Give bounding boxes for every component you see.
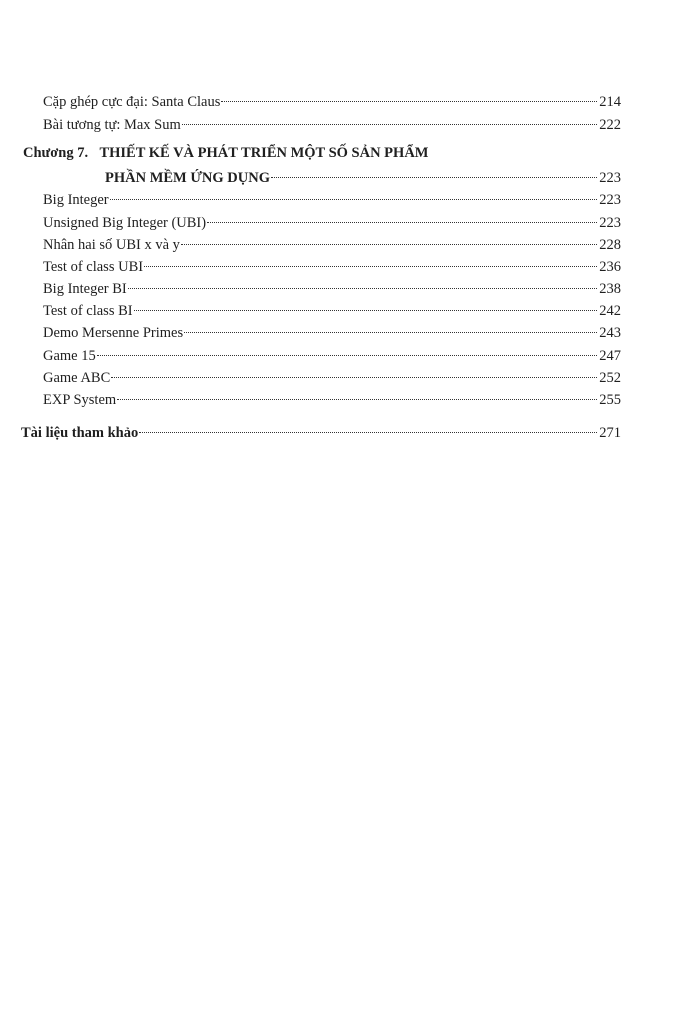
toc-entry bbox=[43, 319, 621, 342]
toc-entry-page: 228 bbox=[599, 237, 621, 253]
dot-leader bbox=[97, 342, 598, 360]
toc-entry bbox=[43, 88, 621, 111]
toc-entry bbox=[43, 386, 621, 409]
chapter-title-line2: PHẦN MỀM ỨNG DỤNG bbox=[105, 170, 270, 186]
dot-leader bbox=[134, 297, 598, 315]
toc-entry-page: 214 bbox=[599, 94, 621, 110]
toc-entry-label: Big Integer bbox=[43, 192, 109, 208]
toc-entry-label: Big Integer BI bbox=[43, 281, 127, 297]
toc-entry-label: Cặp ghép cực đại: Santa Claus bbox=[43, 94, 221, 110]
chapter-page: 223 bbox=[599, 170, 621, 186]
dot-leader bbox=[182, 111, 597, 129]
references-page: 271 bbox=[599, 425, 621, 441]
dot-leader bbox=[117, 386, 597, 404]
toc-entry-page: 243 bbox=[599, 325, 621, 341]
toc-entry-label: Game 15 bbox=[43, 348, 96, 364]
toc-entry-label: Demo Mersenne Primes bbox=[43, 325, 184, 341]
dot-leader bbox=[207, 209, 597, 227]
dot-leader bbox=[139, 419, 597, 437]
chapter-heading bbox=[23, 144, 428, 162]
dot-leader bbox=[184, 319, 597, 337]
dot-leader bbox=[128, 275, 597, 293]
toc-entry-label: Test of class UBI bbox=[43, 259, 144, 275]
toc-references bbox=[21, 419, 621, 442]
toc-entry-page: 222 bbox=[599, 117, 621, 133]
toc-entry-page: 252 bbox=[599, 370, 621, 386]
dot-leader bbox=[110, 186, 598, 204]
toc-entry-page: 247 bbox=[599, 348, 621, 364]
chapter-title-line1: THIẾT KẾ VÀ PHÁT TRIỂN MỘT SỐ SẢN PHẨM bbox=[99, 145, 429, 161]
toc-entry bbox=[43, 275, 621, 298]
dot-leader bbox=[144, 253, 597, 271]
toc-entry-page: 223 bbox=[599, 192, 621, 208]
dot-leader bbox=[271, 164, 597, 182]
toc-entry-page: 223 bbox=[599, 215, 621, 231]
toc-entry-page: 236 bbox=[599, 259, 621, 275]
toc-entry bbox=[43, 342, 621, 365]
toc-entry-label: Bài tương tự: Max Sum bbox=[43, 117, 181, 133]
toc-entry-label: Game ABC bbox=[43, 370, 111, 386]
toc-entry-label: EXP System bbox=[43, 392, 117, 408]
dot-leader bbox=[181, 231, 597, 249]
toc-entry bbox=[43, 111, 621, 134]
chapter-number: Chương 7. bbox=[23, 145, 89, 161]
toc-entry-label: Unsigned Big Integer (UBI) bbox=[43, 215, 207, 231]
toc-entry-label: Nhân hai số UBI x và y bbox=[43, 237, 180, 253]
toc-entry bbox=[43, 253, 621, 276]
chapter-heading-line2 bbox=[105, 164, 621, 187]
references-label: Tài liệu tham khảo bbox=[21, 425, 139, 441]
toc-entry bbox=[43, 364, 621, 387]
toc-entry-page: 242 bbox=[599, 303, 621, 319]
dot-leader bbox=[111, 364, 597, 382]
toc-entry bbox=[43, 209, 621, 232]
toc-entry-page: 255 bbox=[599, 392, 621, 408]
dot-leader bbox=[221, 88, 597, 106]
toc-entry bbox=[43, 297, 621, 320]
toc-entry bbox=[43, 186, 621, 209]
toc-entry-page: 238 bbox=[599, 281, 621, 297]
toc-entry-label: Test of class BI bbox=[43, 303, 133, 319]
toc-entry bbox=[43, 231, 621, 254]
